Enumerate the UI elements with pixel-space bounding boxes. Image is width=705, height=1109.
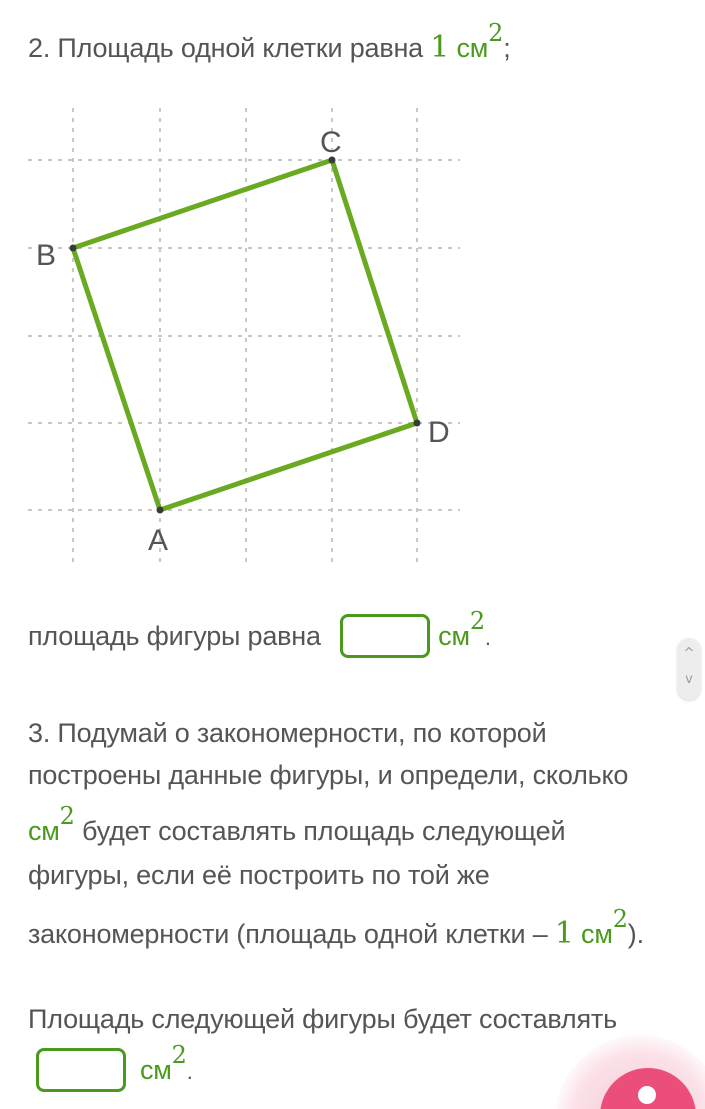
task3-answer-unit: см (140, 1055, 172, 1086)
label-d: D (428, 416, 450, 449)
task3-answer-line (36, 1041, 193, 1094)
task2-prefix: 2. Площадь одной клетки равна (28, 33, 431, 63)
task3-line5-exp: 2 (612, 905, 628, 933)
task2-unit-cm: см (456, 33, 489, 63)
task3-line5-unit: см (581, 919, 613, 949)
task3-line3 (28, 802, 566, 847)
task2-answer-line (28, 607, 491, 660)
task2-answer-exp: 2 (469, 607, 485, 636)
task2-unit-value: 1 (430, 30, 450, 65)
task3-line5-prefix: закономерности (площадь одной клетки – (28, 919, 555, 949)
task3-answer-input[interactable] (36, 1048, 126, 1092)
task3-line3-exp: 2 (59, 802, 75, 830)
task3-line4: фигуры, если её построить по той же (28, 860, 490, 890)
point-b (70, 245, 77, 252)
task3-line5-suffix: ). (627, 919, 644, 949)
task3-line1: 3. Подумай о закономерности, по которой (28, 718, 547, 748)
task3-line3-rest: будет составлять площадь следующей (74, 816, 566, 846)
task3-line5-value: 1 (554, 916, 574, 951)
task2-answer-input[interactable] (340, 614, 430, 658)
task3-line5 (28, 905, 644, 951)
task2-answer-prefix: площадь фигуры равна (28, 621, 321, 652)
task2-unit-exp: 2 (488, 19, 504, 47)
task2-answer-unit: см (438, 621, 470, 652)
grid-lines (28, 108, 460, 563)
task2-suffix: ; (503, 33, 511, 63)
point-a (157, 507, 164, 514)
scroll-down-icon[interactable]: v (685, 672, 693, 687)
task2-answer-suffix: . (484, 625, 491, 651)
task3-line2: построены данные фигуры, и определи, сколько (28, 760, 629, 790)
task2-header (28, 19, 511, 65)
label-c: C (320, 126, 342, 159)
scroll-up-icon[interactable]: ^ (683, 646, 695, 661)
label-a: A (148, 524, 169, 557)
task3-answer-exp: 2 (171, 1041, 187, 1070)
task3-answer-prefix: Площадь следующей фигуры будет составлять (28, 1004, 617, 1034)
task3-answer-suffix: . (186, 1059, 193, 1085)
task3-line3-unit: см (28, 816, 60, 846)
grid-figure (20, 108, 470, 568)
point-d (414, 420, 421, 427)
label-b: B (36, 239, 57, 272)
fab-icon (638, 1086, 656, 1104)
square-abcd (73, 160, 417, 510)
scroll-arrows-widget[interactable] (677, 638, 701, 700)
